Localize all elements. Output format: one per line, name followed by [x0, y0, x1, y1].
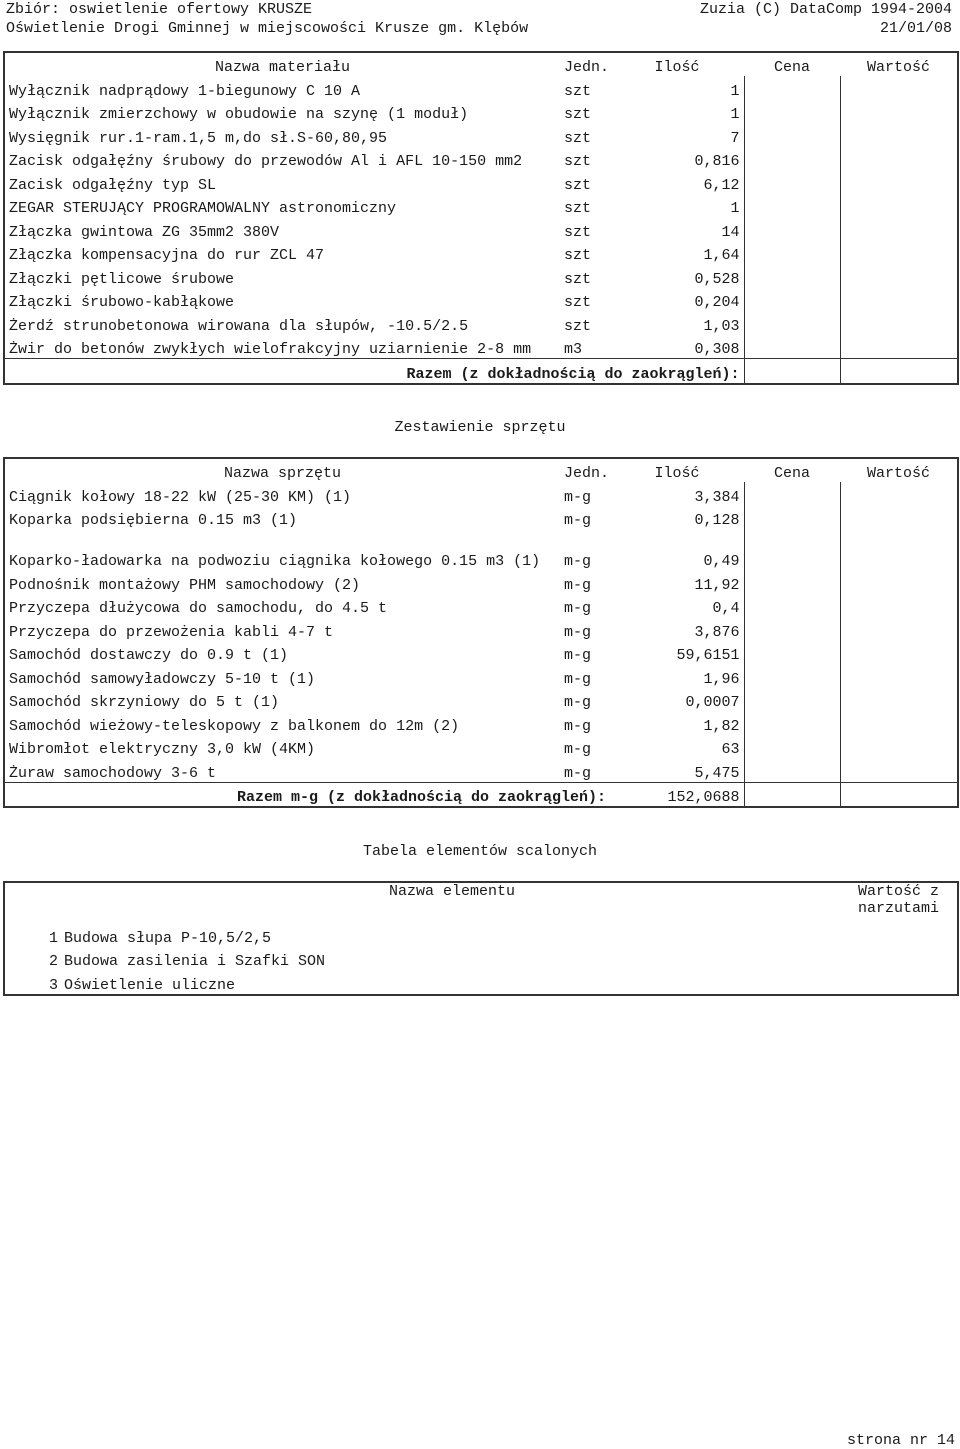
price-cell — [744, 335, 840, 359]
price-cell — [744, 264, 840, 288]
value-cell — [840, 359, 958, 384]
material-name: Zacisk odgałęźny śrubowy do przewodów Al i AFL 10-150 mm2 — [9, 153, 523, 170]
price-cell — [744, 735, 840, 759]
material-name: Złączka gwintowa ZG 35mm2 380V — [9, 223, 280, 241]
element-name: Oświetlenie uliczne — [64, 976, 236, 994]
list-item — [4, 923, 958, 947]
material-name: Żerdź strunobetonowa wirowana dla słupów, -10.5/2.5 — [9, 317, 469, 335]
equipment-name: Samochód samowyładowczy 5-10 t (1) — [9, 670, 316, 688]
column-header: Nazwa materiału — [214, 59, 351, 76]
unit-cell: m-g — [564, 717, 592, 735]
table-row — [4, 288, 958, 312]
quantity-cell: 1 — [610, 194, 744, 218]
equipment-table — [3, 457, 959, 808]
table-row — [4, 688, 958, 712]
equipment-name: Samochód wieżowy-teleskopowy z balkonem do 12m (2) — [9, 717, 460, 735]
price-cell — [744, 217, 840, 241]
total-value: 152,0688 — [610, 782, 744, 807]
table-row — [4, 241, 958, 265]
element-name: Budowa zasilenia i Szafki SON — [64, 953, 326, 970]
material-name: Złączka kompensacyjna do rur ZCL 47 — [9, 247, 325, 264]
value-cell — [840, 482, 958, 506]
equipment-name: Koparka podsiębierna 0.15 m3 (1) — [9, 512, 298, 529]
value-cell — [840, 194, 958, 218]
equipment-section-title: Zestawienie sprzętu — [394, 419, 566, 436]
table-row — [4, 529, 958, 570]
unit-cell: m-g — [564, 600, 592, 617]
list-item — [4, 947, 958, 971]
table-row — [4, 123, 958, 147]
price-cell — [744, 594, 840, 618]
value-cell — [840, 758, 958, 782]
table-row — [4, 758, 958, 782]
table-row — [4, 617, 958, 641]
document-date: 21/01/08 — [879, 20, 952, 37]
quantity-cell: 1 — [610, 100, 744, 124]
unit-cell: szt — [564, 129, 592, 147]
price-cell — [744, 506, 840, 530]
price-cell — [744, 311, 840, 335]
unit-cell: m-g — [564, 694, 592, 711]
column-header: Ilość — [654, 59, 700, 76]
project-title: Oświetlenie Drogi Gminnej w miejscowości Krusze gm. Klębów — [6, 20, 529, 37]
quantity-cell: 0,308 — [610, 335, 744, 359]
material-name: Zacisk odgałęźny typ SL — [9, 176, 217, 194]
equipment-name: Koparko-ładowarka na podwoziu ciągnika kołowego 0.15 m3 (1) — [9, 553, 541, 570]
column-header: Nazwa elementu — [388, 883, 516, 900]
materials-table — [3, 51, 959, 385]
table-row — [4, 100, 958, 124]
element-value — [840, 923, 958, 947]
elements-table — [3, 881, 959, 996]
price-cell — [744, 194, 840, 218]
quantity-cell: 1 — [610, 76, 744, 100]
unit-cell: szt — [564, 223, 592, 241]
quantity-cell: 3,876 — [610, 617, 744, 641]
equipment-name: Samochód skrzyniowy do 5 t (1) — [9, 694, 280, 711]
quantity-cell: 0,128 — [610, 506, 744, 530]
unit-cell: m-g — [564, 512, 592, 529]
element-value — [840, 970, 958, 995]
quantity-cell: 59,6151 — [610, 641, 744, 665]
quantity-cell: 1,64 — [610, 241, 744, 265]
value-cell — [840, 688, 958, 712]
value-cell — [840, 570, 958, 594]
equipment-name: Przyczepa dłużycowa do samochodu, do 4.5 t — [9, 600, 388, 617]
price-cell — [744, 688, 840, 712]
price-cell — [744, 123, 840, 147]
quantity-cell: 0,49 — [610, 529, 744, 570]
unit-cell: szt — [564, 106, 592, 123]
column-header: Cena — [773, 59, 810, 76]
table-row — [4, 506, 958, 530]
element-number: 1 — [48, 929, 58, 947]
quantity-cell: 14 — [610, 217, 744, 241]
price-cell — [744, 241, 840, 265]
material-name: ZEGAR STERUJĄCY PROGRAMOWALNY astronomiczny — [9, 200, 397, 217]
unit-cell: szt — [564, 270, 592, 288]
quantity-cell: 0,0007 — [610, 688, 744, 712]
quantity-cell: 63 — [610, 735, 744, 759]
table-row — [4, 482, 958, 506]
total-label: Razem (z dokładnością do zaokrągleń): — [4, 359, 744, 384]
price-cell — [744, 100, 840, 124]
quantity-cell: 1,82 — [610, 711, 744, 735]
price-cell — [744, 617, 840, 641]
value-cell — [840, 217, 958, 241]
price-cell — [744, 782, 840, 807]
table-row — [4, 264, 958, 288]
unit-cell: m3 — [564, 341, 583, 358]
value-cell — [840, 335, 958, 359]
table-header-row — [4, 52, 958, 76]
table-row — [4, 194, 958, 218]
unit-cell: m-g — [564, 741, 592, 758]
unit-cell: szt — [564, 247, 592, 264]
price-cell — [744, 664, 840, 688]
table-row — [4, 711, 958, 735]
unit-cell: szt — [564, 317, 592, 335]
column-header: Cena — [773, 465, 810, 482]
value-cell — [840, 711, 958, 735]
value-cell — [840, 241, 958, 265]
unit-cell: m-g — [564, 764, 592, 782]
table-row — [4, 335, 958, 359]
price-cell — [744, 529, 840, 570]
unit-cell: szt — [564, 82, 592, 100]
price-cell — [744, 711, 840, 735]
quantity-cell: 7 — [610, 123, 744, 147]
equipment-name: Przyczepa do przewożenia kabli 4-7 t — [9, 623, 334, 641]
collection-title: Zbiór: oswietlenie ofertowy KRUSZE — [6, 1, 313, 18]
unit-cell: m-g — [564, 670, 592, 688]
table-row — [4, 147, 958, 171]
column-header: Wartość — [866, 59, 930, 76]
material-name: Wyłącznik zmierzchowy w obudowie na szynę (1 moduł) — [9, 106, 469, 123]
value-cell — [840, 594, 958, 618]
value-cell — [840, 288, 958, 312]
equipment-name: Samochód dostawczy do 0.9 t (1) — [9, 647, 289, 664]
quantity-cell: 0,4 — [610, 594, 744, 618]
table-row — [4, 311, 958, 335]
material-name: Wysięgnik rur.1-ram.1,5 m,do sł.S-60,80,95 — [9, 129, 388, 147]
equipment-name: Podnośnik montażowy PHM samochodowy (2) — [9, 576, 361, 594]
value-cell — [840, 76, 958, 100]
value-cell — [840, 170, 958, 194]
unit-cell: m-g — [564, 576, 592, 594]
column-header: Jedn. — [564, 59, 610, 76]
elements-section-title: Tabela elementów scalonych — [362, 843, 598, 860]
unit-cell: szt — [564, 200, 592, 217]
quantity-cell: 6,12 — [610, 170, 744, 194]
price-cell — [744, 147, 840, 171]
column-header: Nazwa sprzętu — [223, 465, 342, 482]
table-header-row — [4, 882, 958, 923]
price-cell — [744, 641, 840, 665]
table-row — [4, 594, 958, 618]
value-cell — [840, 529, 958, 570]
quantity-cell: 11,92 — [610, 570, 744, 594]
material-name: Wyłącznik nadprądowy 1-biegunowy C 10 A — [9, 82, 361, 100]
column-header: Wartość z narzutami — [857, 883, 939, 917]
table-row — [4, 570, 958, 594]
table-header-row — [4, 458, 958, 482]
table-row — [4, 641, 958, 665]
total-row — [4, 782, 958, 807]
unit-cell: szt — [564, 176, 592, 194]
element-name: Budowa słupa P-10,5/2,5 — [64, 929, 272, 947]
price-cell — [744, 170, 840, 194]
unit-cell: m-g — [564, 553, 592, 570]
unit-cell: m-g — [564, 623, 592, 641]
value-cell — [840, 147, 958, 171]
column-header: Jedn. — [564, 465, 610, 482]
price-cell — [744, 76, 840, 100]
value-cell — [840, 641, 958, 665]
table-row — [4, 217, 958, 241]
equipment-name: Wibromłot elektryczny 3,0 kW (4KM) — [9, 741, 316, 758]
table-row — [4, 76, 958, 100]
column-header: Wartość — [866, 465, 930, 482]
list-item — [4, 970, 958, 995]
quantity-cell: 1,96 — [610, 664, 744, 688]
table-row — [4, 664, 958, 688]
software-credit: Zuzia (C) DataComp 1994-2004 — [699, 1, 952, 18]
equipment-name: Ciągnik kołowy 18-22 kW (25-30 KM) (1) — [9, 488, 352, 506]
page-number: strona nr 14 — [846, 1432, 955, 1449]
unit-cell: szt — [564, 153, 592, 170]
price-cell — [744, 482, 840, 506]
value-cell — [840, 782, 958, 807]
table-row — [4, 170, 958, 194]
price-cell — [744, 758, 840, 782]
value-cell — [840, 123, 958, 147]
unit-cell: m-g — [564, 647, 592, 664]
price-cell — [744, 288, 840, 312]
value-cell — [840, 506, 958, 530]
material-name: Złączki śrubowo-kabłąkowe — [9, 294, 235, 311]
price-cell — [744, 359, 840, 384]
value-cell — [840, 311, 958, 335]
value-cell — [840, 735, 958, 759]
value-cell — [840, 664, 958, 688]
price-cell — [744, 570, 840, 594]
column-header: Ilość — [654, 465, 700, 482]
table-row — [4, 735, 958, 759]
value-cell — [840, 100, 958, 124]
quantity-cell: 0,204 — [610, 288, 744, 312]
quantity-cell: 0,528 — [610, 264, 744, 288]
unit-cell: m-g — [564, 488, 592, 506]
element-number: 2 — [48, 953, 58, 970]
quantity-cell: 3,384 — [610, 482, 744, 506]
element-value — [840, 947, 958, 971]
value-cell — [840, 617, 958, 641]
material-name: Żwir do betonów zwykłych wielofrakcyjny uziarnienie 2-8 mm — [9, 341, 532, 358]
total-label: Razem m-g (z dokładnością do zaokrągleń): — [236, 789, 606, 806]
unit-cell: szt — [564, 294, 592, 311]
value-cell — [840, 264, 958, 288]
equipment-name: Żuraw samochodowy 3-6 t — [9, 764, 217, 782]
quantity-cell: 0,816 — [610, 147, 744, 171]
quantity-cell: 1,03 — [610, 311, 744, 335]
total-row — [4, 359, 958, 384]
element-number: 3 — [48, 976, 58, 994]
quantity-cell: 5,475 — [610, 758, 744, 782]
material-name: Złączki pętlicowe śrubowe — [9, 270, 235, 288]
